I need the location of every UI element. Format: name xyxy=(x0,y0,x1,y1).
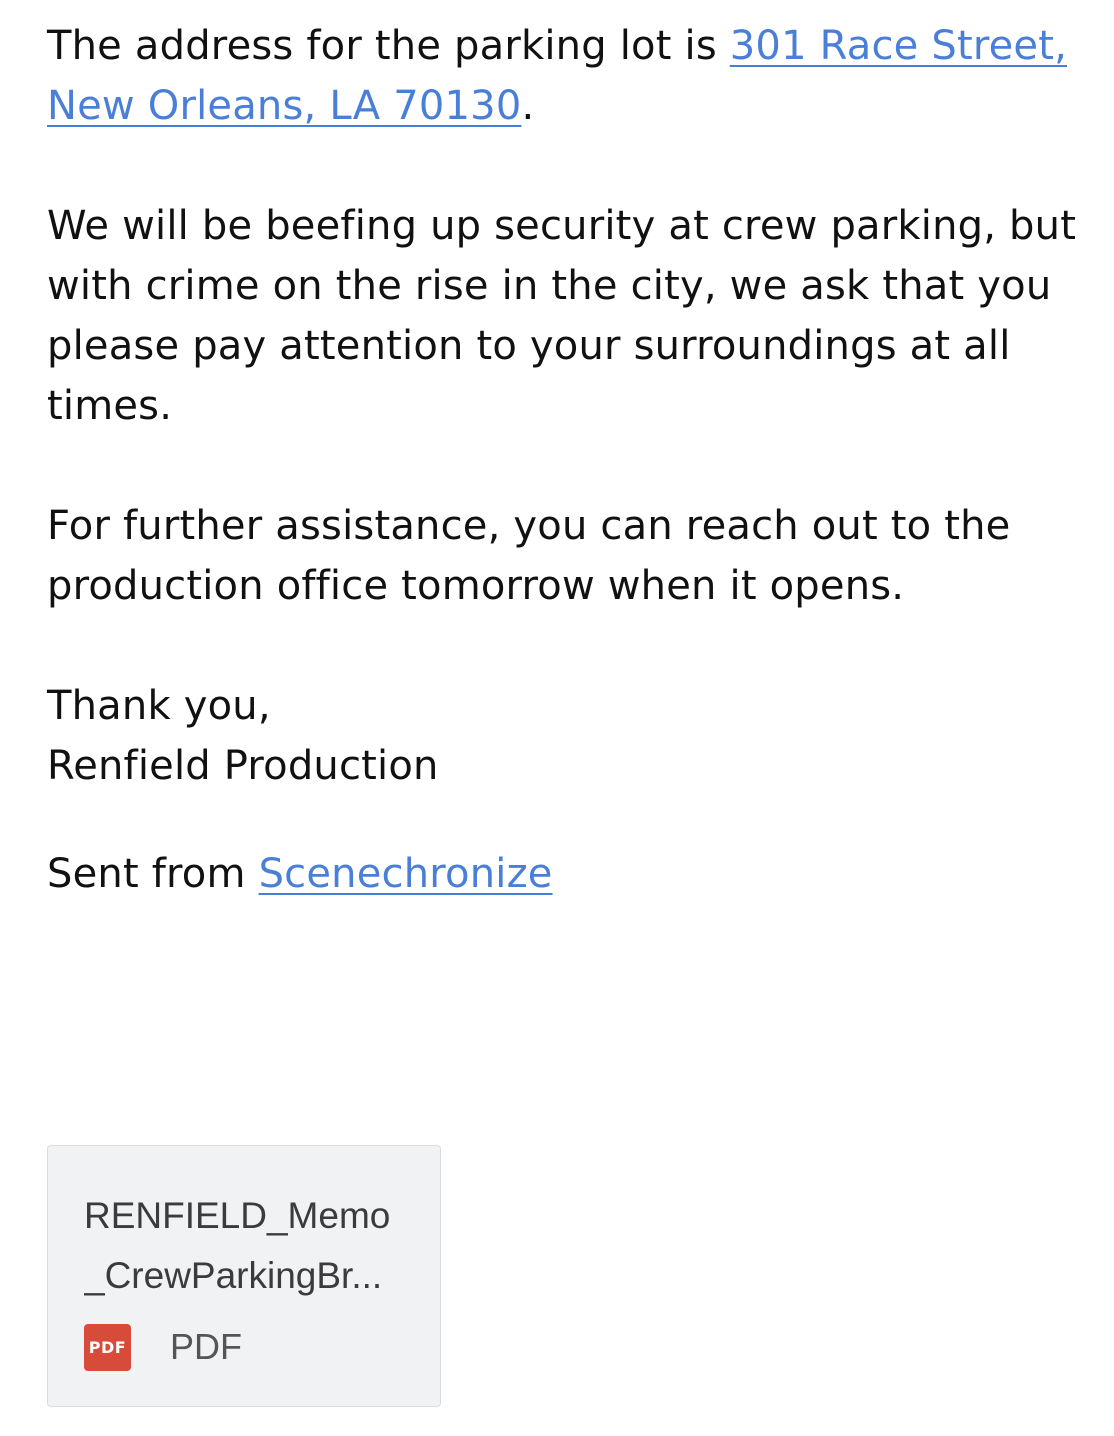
closing-text: Thank you, xyxy=(47,683,271,729)
attachment-filename xyxy=(84,1186,414,1306)
attachment-filename-line2: _CrewParkingBr... xyxy=(84,1255,383,1296)
sent-from-line xyxy=(47,844,1087,904)
security-paragraph: We will be beefing up security at crew parking, but with crime on the rise in the city, we ask that you please pay attention to your surroundings at all times. xyxy=(47,203,1077,429)
address-link[interactable]: 301 Race Street, New Orleans, LA 70130 xyxy=(47,23,1068,129)
attachment-filename-line1: RENFIELD_Memo xyxy=(84,1195,391,1236)
attachment-type-label: PDF xyxy=(170,1326,242,1367)
address-intro-text: The address for the parking lot is xyxy=(47,23,730,69)
parking-address-paragraph xyxy=(47,16,1087,136)
assistance-paragraph: For further assistance, you can reach out to the production office tomorrow when it opens. xyxy=(47,503,1011,609)
signoff xyxy=(47,676,1087,796)
scenechronize-link[interactable]: Scenechronize xyxy=(258,851,553,897)
pdf-file-icon: PDF xyxy=(84,1324,131,1371)
signature-text: Renfield Production xyxy=(47,743,439,789)
address-period: . xyxy=(521,83,535,129)
attachment-card[interactable] xyxy=(47,1145,441,1407)
sent-from-text: Sent from xyxy=(47,851,259,897)
email-body xyxy=(47,16,1087,964)
